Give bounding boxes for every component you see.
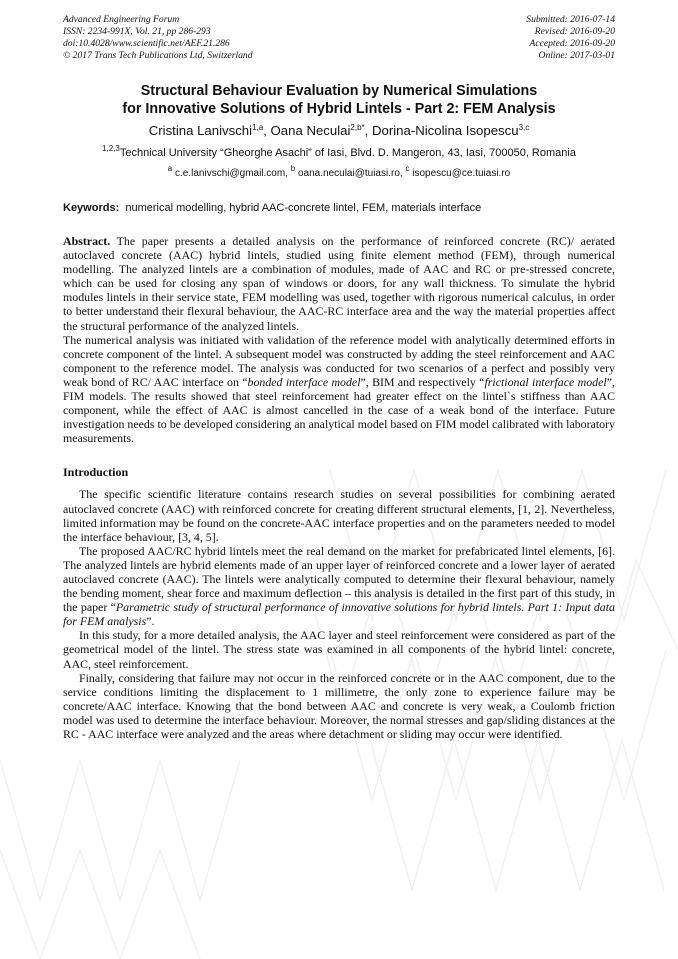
publication-dates xyxy=(526,14,615,62)
body-emphasis: Parametric study of structural performance of innovative solutions for hybrid lintels. Part 1: Input data for FEM analysis xyxy=(63,600,615,629)
body-paragraph xyxy=(63,544,615,629)
issn-line: ISSN: 2234-991X, Vol. 21, pp 286-293 xyxy=(63,26,211,37)
affiliation-marker: 1,2,3 xyxy=(102,144,120,153)
author-separator: , xyxy=(263,123,271,138)
body-paragraph: Finally, considering that failure may not occur in the reinforced concrete or in the AAC component, due to the service conditions limiting the displacement to 1 millimetre, the only zone to experience failure may be concrete/AAC interface. Knowing that the bond between AAC and concrete is very weak, a Coulomb friction model was used to determine the interface behaviour. Moreover, the normal stresses and gap/sliding distances at the RC - AAC interface were analyzed and the areas where detachment or sliding may occur were identified. xyxy=(63,670,615,741)
copyright-line: © 2017 Trans Tech Publications Ltd, Switzerland xyxy=(63,50,253,61)
abstract-text: ”, BIM and respectively “ xyxy=(360,374,485,389)
author-affiliation-marker: 2,b* xyxy=(350,123,365,132)
body-text: ”. xyxy=(146,614,155,629)
online-date: Online: 2017-03-01 xyxy=(538,50,615,61)
keywords-text: numerical modelling, hybrid AAC-concrete lintel, FEM, materials interface xyxy=(125,202,482,214)
email-link[interactable]: isopescu@ce.tuiasi.ro xyxy=(412,168,511,179)
author-name: Dorina-Nicolina Isopescu xyxy=(371,123,519,138)
journal-name: Advanced Engineering Forum xyxy=(63,14,180,25)
body-paragraph: In this study, for a more detailed analysis, the AAC layer and steel reinforcement were considered as part of the geometrical model of the lintel. The stress state was examined in all components of the hybrid lintel: concrete, AAC, steel reinforcement. xyxy=(63,628,615,671)
author-affiliation-marker: 1,a xyxy=(252,123,264,132)
revised-date: Revised: 2016-09-20 xyxy=(534,26,615,37)
author-name: Oana Neculai xyxy=(270,123,351,138)
keywords xyxy=(63,201,615,215)
journal-header xyxy=(63,14,615,62)
journal-info xyxy=(63,14,253,62)
author-affiliation-marker: 3,c xyxy=(518,123,530,132)
email-separator: , xyxy=(285,168,291,179)
email-marker: b xyxy=(290,164,296,173)
abstract-emphasis: bonded interface model xyxy=(247,374,361,389)
abstract-text: The numerical analysis was initiated with validation of the reference model with analytically determined efforts in concrete component of the lintel. A subsequent model was constructed by adding the steel reinforcement and AAC component to the reference model. The analysis was conducted for two scenarios of a perfect and possibly very weak bond of RC/ AAC interface on “ xyxy=(63,332,615,389)
abstract-section xyxy=(63,234,615,445)
abstract-text: ”, FIM models. The results showed that steel reinforcement had greater effect on the lintel`s stiffness than AAC component, while the effect of AAC is almost cancelled in the case of a weak bond of the interface. Future investigation needs to be developed considering an analytical model based on FIM model calibrated with laboratory measurements. xyxy=(63,374,615,446)
email-separator: , xyxy=(399,168,406,179)
email-link[interactable]: oana.neculai@tuiasi.ro xyxy=(298,168,400,179)
doi-line[interactable]: doi:10.4028/www.scientific.net/AEF.21.286 xyxy=(63,38,230,49)
email-list xyxy=(63,164,615,181)
introduction-section xyxy=(63,487,615,741)
body-paragraph: The specific scientific literature contains research studies on several possibilities for combining aerated autoclaved concrete (AAC) with reinforced concrete for creating different structural elements, [1, 2]. Nevertheless, limited information may be found on the concrete-AAC interface properties and on the parameters needed to model the interface behaviour, [3, 4, 5]. xyxy=(63,487,615,544)
email-marker: a xyxy=(167,164,173,173)
keywords-label: Keywords: xyxy=(63,202,120,214)
author-name: Cristina Lanivschi xyxy=(148,123,253,138)
affiliation-text: Technical University “Gheorghe Asachi” of Iasi, Blvd. D. Mangeron, 43, Iasi, 700050, Romania xyxy=(119,147,576,159)
email-marker: c xyxy=(405,164,410,173)
abstract-label: Abstract. xyxy=(63,234,111,248)
paper-title xyxy=(63,82,615,118)
author-separator: , xyxy=(364,123,372,138)
author-list xyxy=(63,122,615,140)
submitted-date: Submitted: 2016-07-14 xyxy=(526,14,615,25)
accepted-date: Accepted: 2016-09-20 xyxy=(529,38,615,49)
abstract-emphasis: frictional interface model xyxy=(484,374,607,389)
email-link[interactable]: c.e.lanivschi@gmail.com xyxy=(175,168,286,179)
abstract-paragraph xyxy=(63,234,615,333)
title-line-1: Structural Behaviour Evaluation by Numerical Simulations xyxy=(140,83,538,99)
title-line-2: for Innovative Solutions of Hybrid Lintels - Part 2: FEM Analysis xyxy=(122,101,556,117)
body-text: The proposed AAC/RC hybrid lintels meet the real demand on the market for prefabricated lintel elements, [6]. The analyzed lintels are hybrid elements made of an upper layer of reinforced concrete and a lower layer of aerated autoclaved concrete (AAC). The lintels were analytically computed to determine their flexural behaviour, namely the bending moment, shear force and maximum deflection – this analysis is detailed in the first part of this study, in the paper “ xyxy=(63,543,615,615)
abstract-paragraph xyxy=(63,333,615,446)
abstract-text: The paper presents a detailed analysis on the performance of reinforced concrete (RC)/ aerated autoclaved concrete (AAC) hybrid lintels, studied using finite element method (FEM), through numerical modelling. The analyzed lintels are a combination of modules, made of AAC and RC or pre-stressed concrete, which can be used for closing any span of windows or doors, for any wall thickness. To simulate the hybrid modules lintels in their service state, FEM modelling was used, together with rigorous numerical calculus, in order to better understand their flexural behaviour, the AAC-RC interface area and the way the material properties affect the structural performance of the analyzed lintels. xyxy=(63,234,615,333)
paper-page xyxy=(63,14,615,741)
affiliation xyxy=(63,146,615,160)
section-heading-introduction: Introduction xyxy=(63,465,129,480)
